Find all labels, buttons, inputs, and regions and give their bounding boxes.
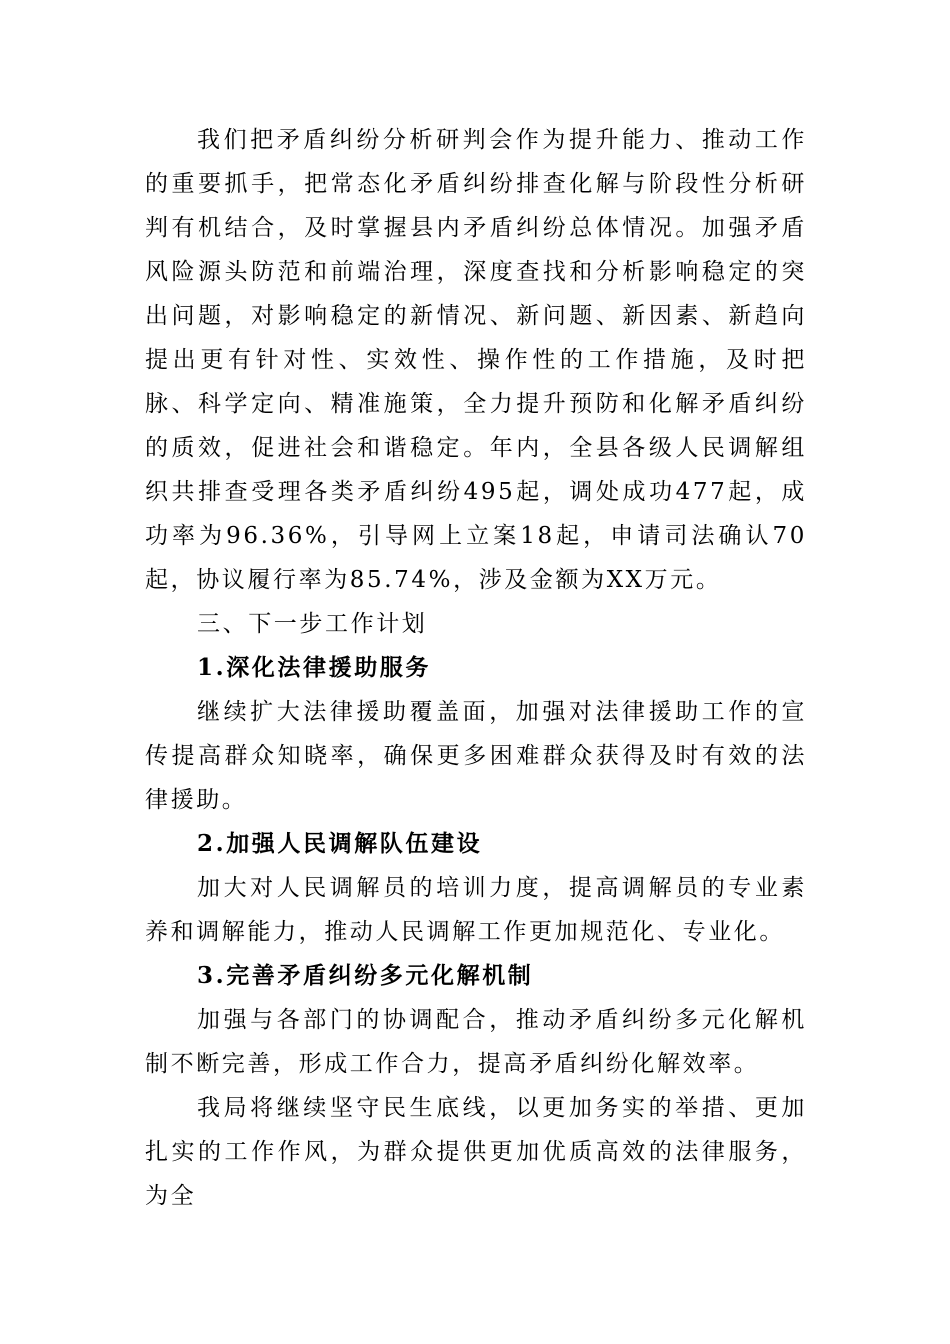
plan-item-body-mediation-team: 加大对人民调解员的培训力度，提高调解员的专业素养和调解能力，推动人民调解工作更加规范化、专业化。: [145, 875, 807, 945]
plan-item-title-dispute-mechanism: 3.完善矛盾纠纷多元化解机制: [197, 962, 534, 989]
document-body: [145, 118, 807, 1218]
paragraph-dispute-analysis: 我们把矛盾纠纷分析研判会作为提升能力、推动工作的重要抓手，把常态化矛盾纠纷排查化解与阶段性分析研判有机结合，及时掌握县内矛盾纠纷总体情况。加强矛盾风险源头防范和前端治理，深度查找和分析影响稳定的突出问题，对影响稳定的新情况、新问题、新因素、新趋向提出更有针对性、实效性、操作性的工作措施，及时把脉、科学定向、精准施策，全力提升预防和化解矛盾纠纷的质效，促进社会和谐稳定。年内，全县各级人民调解组织共排查受理各类矛盾纠纷495起，调处成功477起，成功率为96.36%，引导网上立案18起，申请司法确认70起，协议履行率为85.74%，涉及金额为XX万元。: [145, 127, 807, 593]
section-heading-next-plan: 三、下一步工作计划: [197, 611, 428, 637]
plan-item-body-legal-aid: 继续扩大法律援助覆盖面，加强对法律援助工作的宣传提高群众知晓率，确保更多困难群众获得及时有效的法律援助。: [145, 699, 807, 813]
plan-item-title-mediation-team: 2.加强人民调解队伍建设: [197, 830, 483, 857]
closing-paragraph: 我局将继续坚守民生底线，以更加务实的举措、更加扎实的工作作风，为群众提供更加优质高效的法律服务，为全: [145, 1095, 807, 1209]
plan-item-title-legal-aid: 1.深化法律援助服务: [197, 654, 432, 681]
plan-item-body-dispute-mechanism: 加强与各部门的协调配合，推动矛盾纠纷多元化解机制不断完善，形成工作合力，提高矛盾纠纷化解效率。: [145, 1007, 807, 1077]
